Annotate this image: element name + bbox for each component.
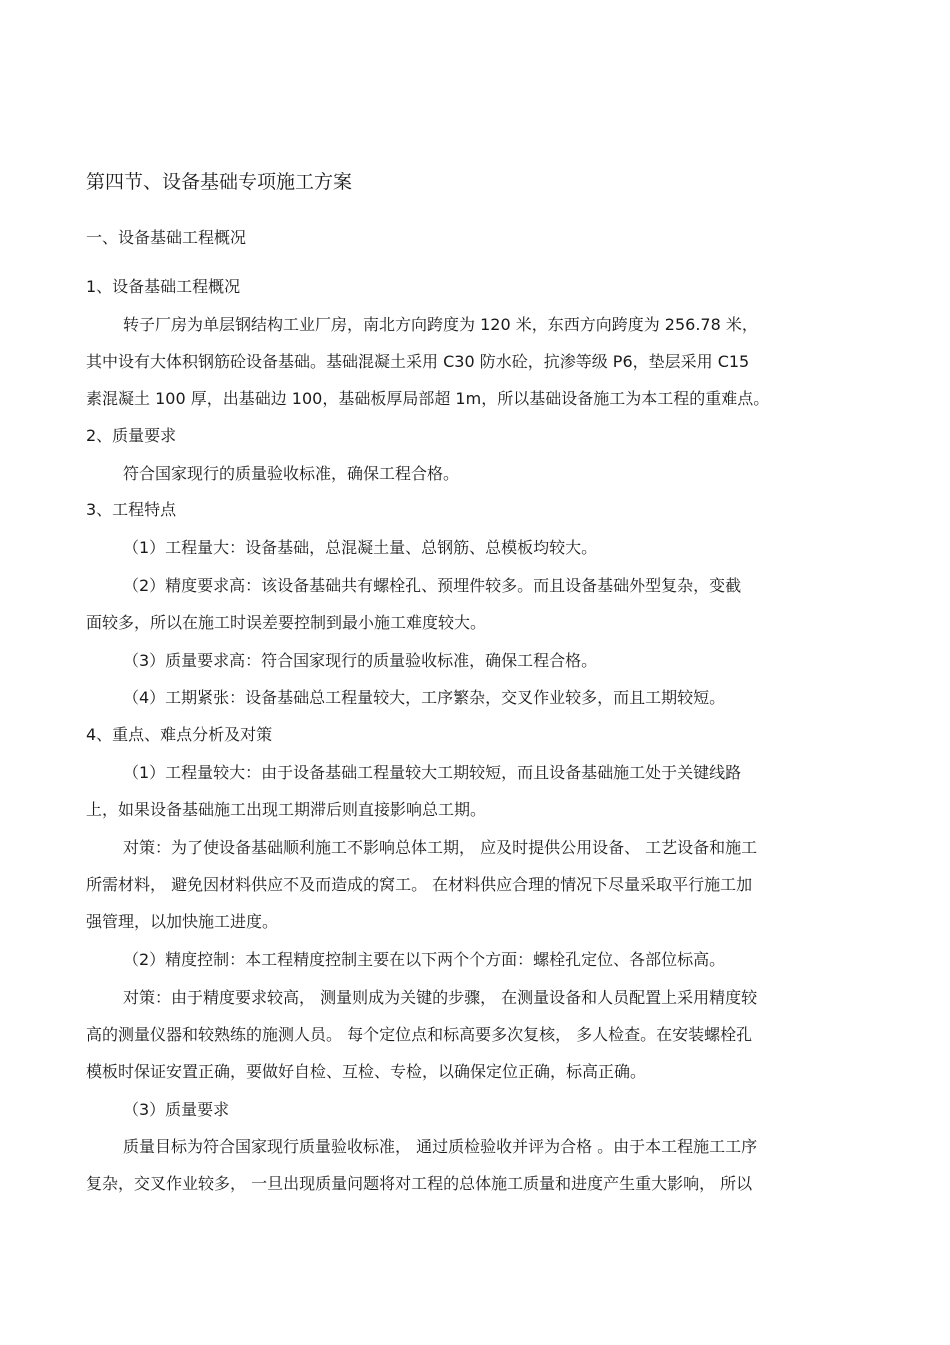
paragraph-line: 高的测量仪器和较熟练的施测人员。 每个定位点和标高要多次复核， 多人检查。在安装螺栓孔 bbox=[86, 1025, 753, 1044]
paragraph-line: 面较多，所以在施工时误差要控制到最小施工难度较大。 bbox=[86, 613, 487, 632]
subsection-heading: 1、设备基础工程概况 bbox=[86, 277, 241, 296]
list-item: （2）精度要求高：该设备基础共有螺栓孔、预埋件较多。而且设备基础外型复杂，变截 bbox=[123, 576, 742, 595]
page-title: 第四节、设备基础专项施工方案 bbox=[86, 171, 353, 193]
paragraph-line: 质量目标为符合国家现行质量验收标准， 通过质检验收并评为合格 。由于本工程施工工序 bbox=[123, 1137, 758, 1156]
section-heading: 一、设备基础工程概况 bbox=[86, 228, 247, 247]
paragraph-line: 复杂，交叉作业较多， 一旦出现质量问题将对工程的总体施工质量和进度产生重大影响， 所以 bbox=[86, 1174, 753, 1193]
subsection-heading: 4、重点、难点分析及对策 bbox=[86, 725, 273, 744]
list-item: （3）质量要求 bbox=[123, 1100, 230, 1119]
list-item: （3）质量要求高：符合国家现行的质量验收标准，确保工程合格。 bbox=[123, 651, 598, 670]
paragraph-line: 上，如果设备基础施工出现工期滞后则直接影响总工期。 bbox=[86, 800, 487, 819]
list-item: （4）工期紧张：设备基础总工程量较大，工序繁杂，交叉作业较多，而且工期较短。 bbox=[123, 688, 726, 707]
paragraph-line: 素混凝土 100 厚，出基础边 100，基础板厚局部超 1m，所以基础设备施工为本工程的重难点。 bbox=[86, 389, 770, 408]
subsection-heading: 2、质量要求 bbox=[86, 426, 177, 445]
paragraph-line: 符合国家现行的质量验收标准，确保工程合格。 bbox=[123, 464, 460, 483]
paragraph-line: 转子厂房为单层钢结构工业厂房，南北方向跨度为 120 米，东西方向跨度为 256.78 米， bbox=[123, 315, 758, 334]
paragraph-line: 对策：由于精度要求较高， 测量则成为关键的步骤， 在测量设备和人员配置上采用精度较 bbox=[123, 988, 758, 1007]
paragraph-line: 模板时保证安置正确，要做好自检、互检、专检，以确保定位正确，标高正确。 bbox=[86, 1062, 647, 1081]
subsection-heading: 3、工程特点 bbox=[86, 500, 177, 519]
list-item: （2）精度控制：本工程精度控制主要在以下两个个方面：螺栓孔定位、各部位标高。 bbox=[123, 950, 726, 969]
paragraph-line: 强管理，以加快施工进度。 bbox=[86, 912, 279, 931]
paragraph-line: 所需材料， 避免因材料供应不及而造成的窝工。 在材料供应合理的情况下尽量采取平行施工加 bbox=[86, 875, 753, 894]
list-item: （1）工程量较大：由于设备基础工程量较大工期较短，而且设备基础施工处于关键线路 bbox=[123, 763, 742, 782]
list-item: （1）工程量大：设备基础，总混凝土量、总钢筋、总模板均较大。 bbox=[123, 538, 598, 557]
paragraph-line: 对策：为了使设备基础顺利施工不影响总体工期， 应及时提供公用设备、 工艺设备和施工 bbox=[123, 838, 758, 857]
paragraph-line: 其中设有大体积钢筋砼设备基础。基础混凝土采用 C30 防水砼，抗渗等级 P6，垫层采用 C15 bbox=[86, 352, 750, 371]
